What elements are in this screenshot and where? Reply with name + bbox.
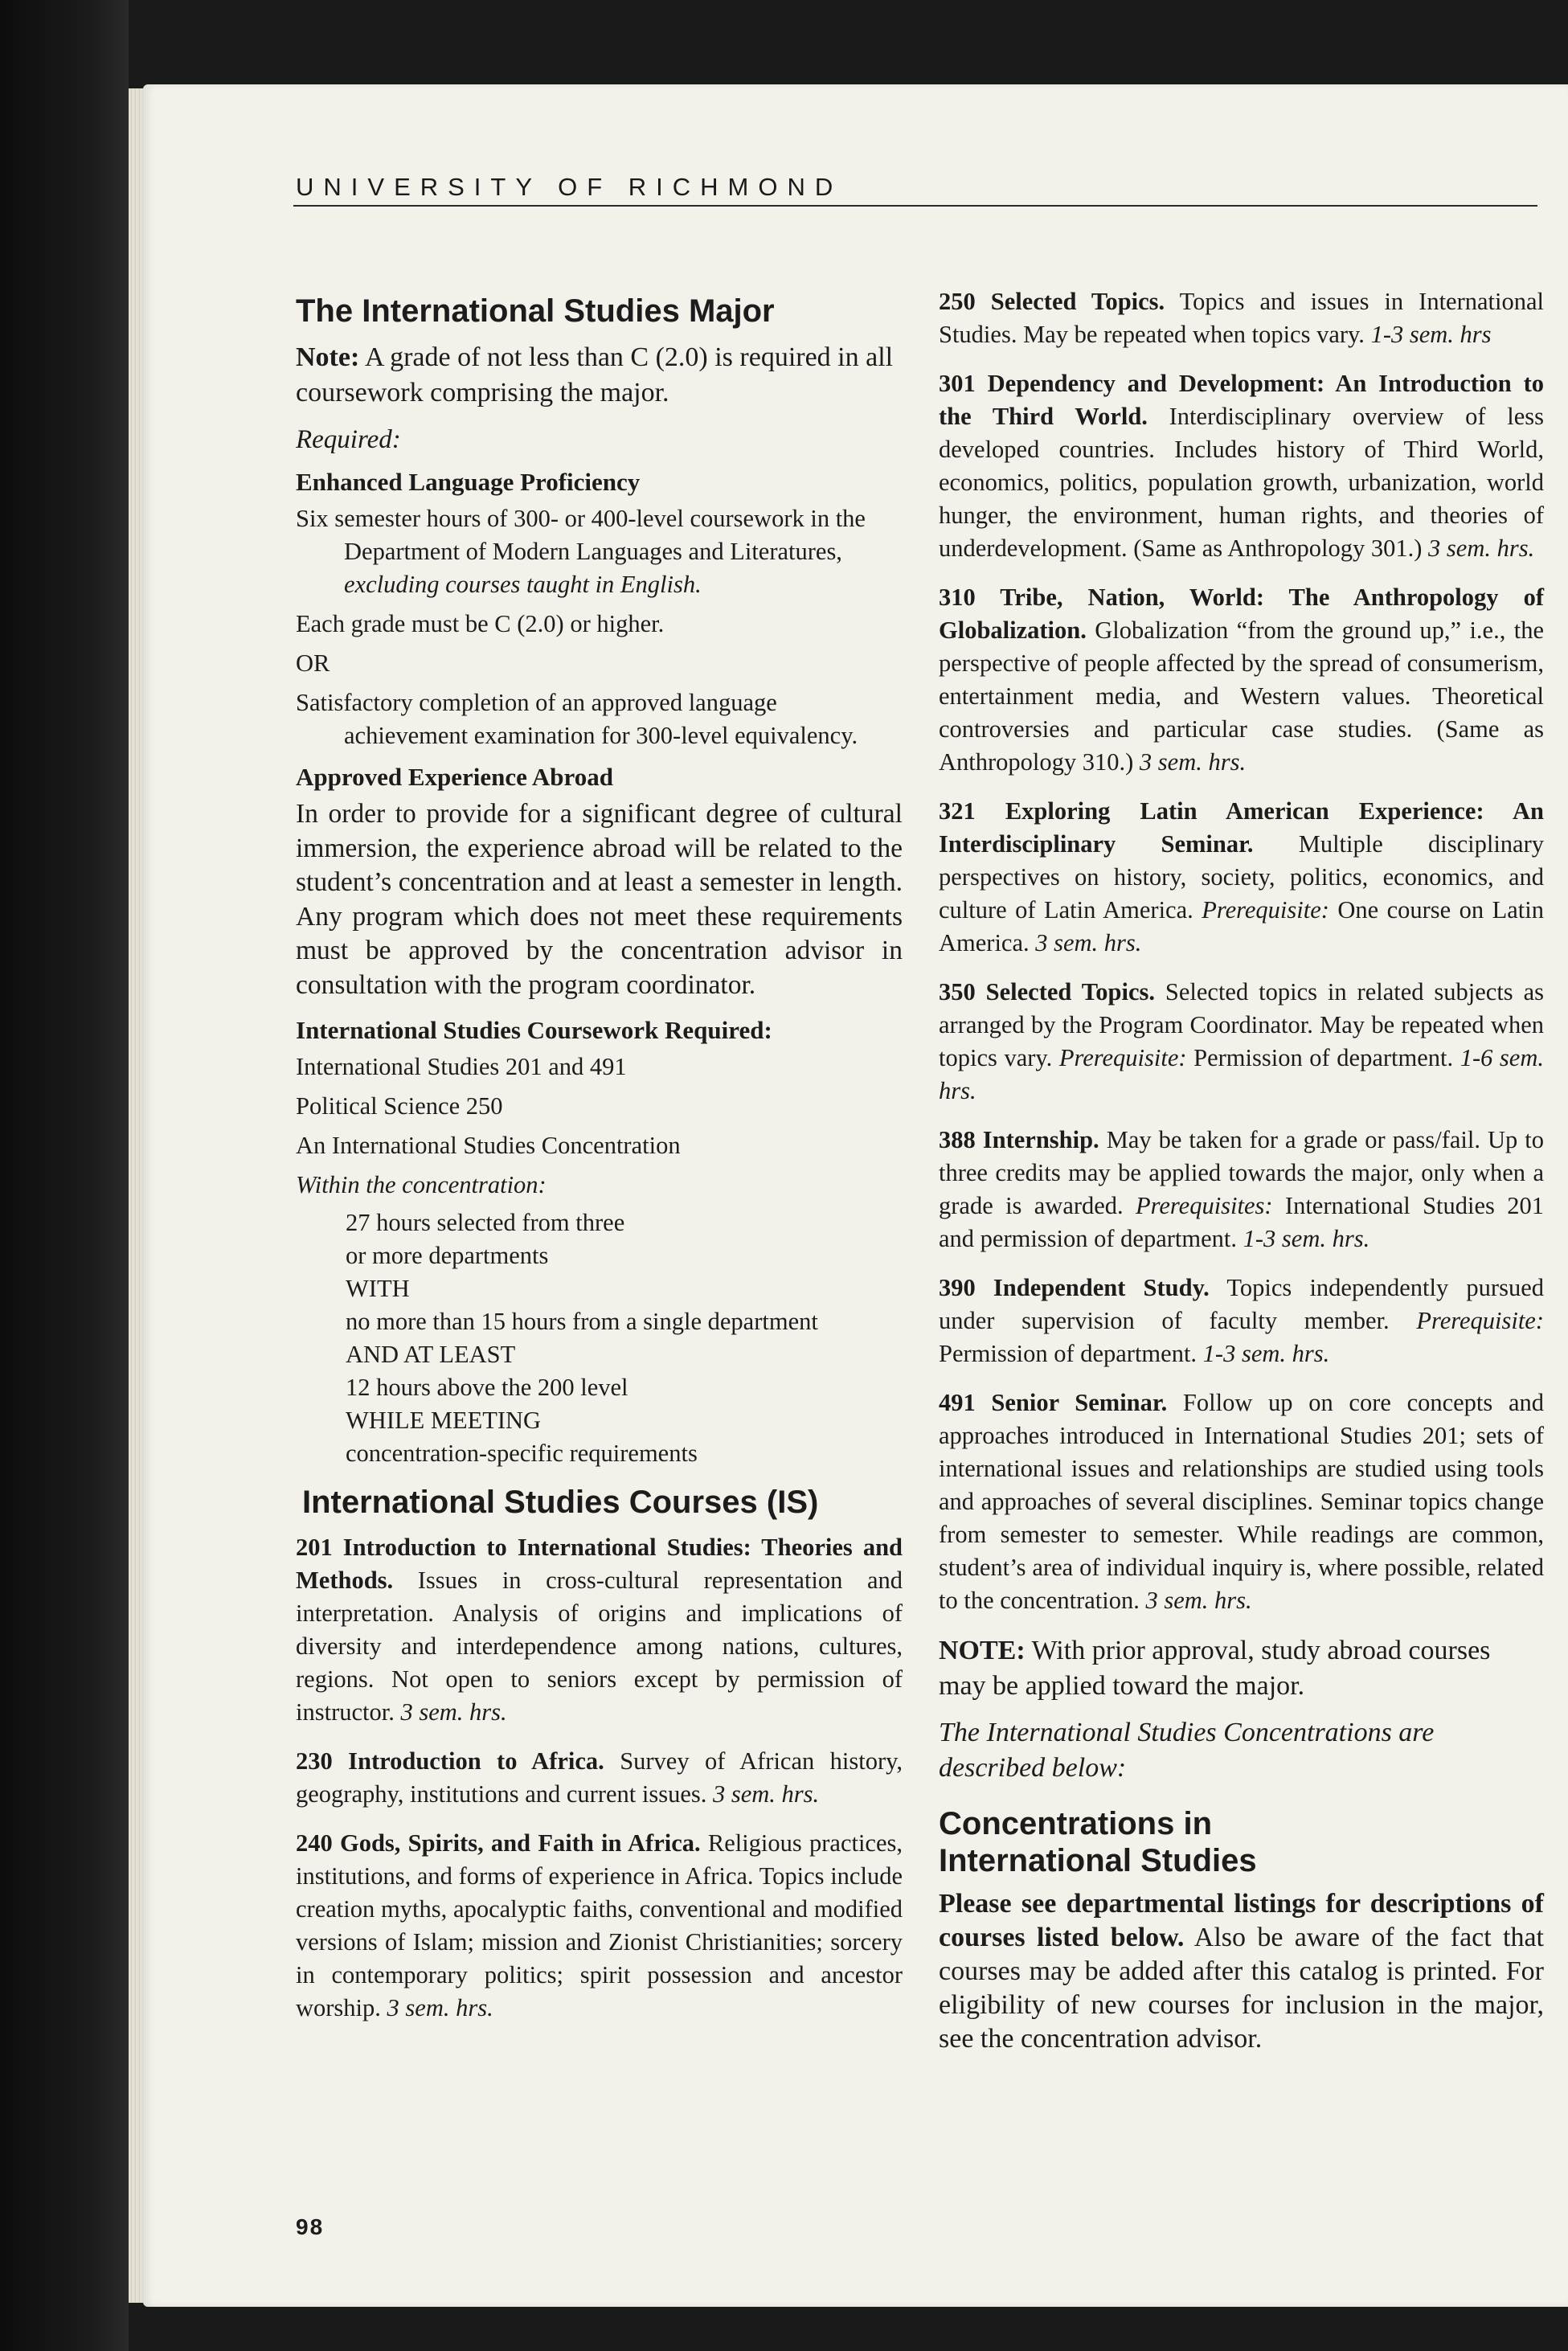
course-title: 301 Dependency and Development: An Introduction to the Third World.	[939, 370, 1544, 430]
course-entry	[939, 795, 1544, 960]
courses-heading: International Studies Courses (IS)	[302, 1485, 819, 1520]
course-entry	[296, 1745, 903, 1811]
course-hours: 3 sem. hrs.	[1428, 535, 1535, 562]
course-hours: 1-3 sem. hrs	[1370, 321, 1492, 348]
course-entry	[296, 1827, 903, 2025]
requirement-line: WHILE MEETING	[346, 1407, 542, 1434]
concentrations-text	[939, 1887, 1544, 2056]
enhanced-text: Six semester hours of 300- or 400-level coursework in the Department of Modern Languages and Literatures,	[296, 505, 866, 565]
course-title: 250 Selected Topics.	[939, 288, 1165, 315]
note-label: Note:	[296, 342, 360, 372]
course-description: May be taken for a grade or pass/fail. Up to three credits may be applied towards the major, only when a grade is awarded.	[939, 1126, 1545, 1219]
course-description: Topics and issues in International Studies. May be repeated when topics vary.	[939, 288, 1544, 348]
study-abroad-note	[939, 1633, 1544, 1704]
note-text: With prior approval, study abroad courses may be applied toward the major.	[939, 1636, 1491, 1701]
requirement-line: no more than 15 hours from a single department	[346, 1308, 818, 1335]
course-hours: 3 sem. hrs.	[387, 1994, 493, 2021]
page-number: 98	[296, 2214, 325, 2239]
course-hours: 3 sem. hrs.	[1035, 929, 1142, 956]
course-description: Multiple disciplinary perspectives on history, society, politics, economics, and culture of Latin America.	[939, 830, 1544, 924]
course-prereq-label: Prerequisite:	[1058, 1044, 1187, 1071]
note-label: NOTE:	[939, 1636, 1026, 1665]
course-prereq: International Studies 201 and permission of department.	[939, 1192, 1544, 1252]
header-rule	[293, 205, 1537, 207]
coursework-required-heading: International Studies Coursework Required:	[296, 1016, 772, 1044]
experience-abroad-text: In order to provide for a significant degree of cultural immersion, the experience abroad will be related to the student’s concentration and at least a semester in length. Any program which does not meet these requirements must be approved by the concentration advisor in consultation with the program coordinator.	[296, 799, 903, 1000]
coursework-item: International Studies 201 and 491	[296, 1053, 627, 1080]
course-description: Interdisciplinary overview of less developed countries. Includes history of Third World, economics, politics, population growth, urbanization, world hunger, the environment, human rights, and theories of underdevelopment. (Same as Anthropology 301.)	[939, 403, 1544, 562]
within-concentration-label: Within the concentration:	[296, 1171, 547, 1198]
course-entry	[939, 581, 1544, 779]
left-column	[296, 285, 903, 2041]
course-title: 491 Senior Seminar.	[939, 1389, 1168, 1416]
scan-background	[0, 0, 129, 2351]
or-label: OR	[296, 649, 330, 677]
coursework-item: Political Science 250	[296, 1092, 503, 1120]
course-prereq: Permission of department.	[1186, 1044, 1460, 1071]
running-header: UNIVERSITY OF RICHMOND	[296, 173, 843, 201]
course-entry	[939, 367, 1544, 565]
course-description: Topics independently pursued under supervision of faculty member.	[939, 1274, 1544, 1334]
course-description: Issues in cross-cultural representation and interpretation. Analysis of origins and implications of diversity and interdependence among nations, cultures, regions. Not open to seniors except by permission of instructor.	[296, 1567, 903, 1726]
course-description: Selected topics in related subjects as arranged by the Program Coordinator. May be repeated when topics vary.	[939, 978, 1544, 1071]
course-title: 310 Tribe, Nation, World: The Anthropology of Globalization.	[939, 584, 1544, 644]
concentrations-heading	[939, 1805, 1544, 1879]
course-hours: 3 sem. hrs.	[1139, 748, 1247, 776]
course-prereq-label: Prerequisite:	[1202, 896, 1329, 924]
enhanced-language-text	[296, 502, 903, 601]
course-entry	[939, 1272, 1544, 1370]
requirement-line: 12 hours above the 200 level	[346, 1374, 628, 1401]
major-note	[296, 340, 903, 411]
course-hours: 1-3 sem. hrs.	[1243, 1225, 1370, 1252]
enhanced-language-heading: Enhanced Language Proficiency	[296, 468, 641, 496]
requirement-line: or more departments	[346, 1242, 549, 1269]
course-description: Survey of African history, geography, institutions and current issues.	[296, 1747, 903, 1808]
required-label: Required:	[296, 425, 401, 454]
course-title: 240 Gods, Spirits, and Faith in Africa.	[296, 1829, 701, 1857]
course-prereq: One course on Latin America.	[939, 896, 1544, 956]
course-prereq-label: Prerequisites:	[1136, 1192, 1273, 1219]
course-hours: 1-3 sem. hrs.	[1202, 1340, 1330, 1367]
course-title: 201 Introduction to International Studies: Theories and Methods.	[296, 1534, 903, 1594]
course-prereq: Permission of department.	[939, 1340, 1203, 1367]
concentrations-bold-text: Please see departmental listings for descriptions of courses listed below.	[939, 1889, 1544, 1952]
course-title: 350 Selected Topics.	[939, 978, 1155, 1006]
course-entry	[939, 1124, 1544, 1255]
course-description: Globalization “from the ground up,” i.e., the perspective of people affected by the spread of consumerism, entertainment media, and Western values. Theoretical controversies and particular case studies. (Same as Anthropology 310.)	[939, 616, 1544, 776]
course-entry	[939, 285, 1544, 351]
course-hours: 3 sem. hrs.	[400, 1698, 507, 1726]
course-entry	[939, 1386, 1544, 1617]
course-title: 321 Exploring Latin American Experience: An Interdisciplinary Seminar.	[939, 797, 1544, 858]
course-description: Follow up on core concepts and approaches introduced in International Studies 201; sets of international issues and relationships are studied using tools and approaches of several disciplines. Seminar topics change from semester to semester. While readings are common, student’s area of individual inquiry is, where possible, related to the concentration.	[939, 1389, 1544, 1614]
course-title: 388 Internship.	[939, 1126, 1099, 1153]
right-column	[939, 285, 1544, 2067]
grade-requirement: Each grade must be C (2.0) or higher.	[296, 610, 665, 637]
course-entry	[939, 976, 1544, 1108]
requirement-line: 27 hours selected from three	[346, 1209, 625, 1236]
enhanced-text-italic: excluding courses taught in English.	[344, 571, 702, 598]
course-title: 230 Introduction to Africa.	[296, 1747, 604, 1775]
course-hours: 3 sem. hrs.	[712, 1780, 820, 1808]
requirement-line: AND AT LEAST	[346, 1341, 516, 1368]
coursework-item: An International Studies Concentration	[296, 1132, 681, 1159]
concentrations-heading-line: Concentrations in	[939, 1806, 1213, 1841]
course-prereq-label: Prerequisite:	[1416, 1307, 1544, 1334]
note-text: A grade of not less than C (2.0) is required in all coursework comprising the major.	[296, 342, 894, 408]
exam-option-text: Satisfactory completion of an approved language achievement examination for 300-level equivalency.	[296, 689, 858, 749]
experience-abroad-heading: Approved Experience Abroad	[296, 763, 613, 791]
course-hours: 1-6 sem. hrs.	[939, 1044, 1544, 1104]
course-description: Religious practices, institutions, and forms of experience in Africa. Topics include creation myths, apocalyptic faiths, conventional and modified versions of Islam; mission and Zionist Christianities; sorcery in contemporary politics; spirit possession and ancestor worship.	[296, 1829, 903, 2021]
concentration-requirements	[296, 1206, 903, 1470]
major-heading: The International Studies Major	[296, 293, 775, 329]
concentrations-described-text: The International Studies Concentrations are described below:	[939, 1718, 1435, 1783]
course-hours: 3 sem. hrs.	[1145, 1587, 1252, 1614]
requirement-line: concentration-specific requirements	[346, 1440, 698, 1467]
concentrations-body: Also be aware of the fact that courses may be added after this catalog is printed. For eligibility of new courses for inclusion in the major, see the concentration advisor.	[939, 1923, 1544, 2054]
requirement-line: WITH	[346, 1275, 410, 1302]
course-title: 390 Independent Study.	[939, 1274, 1210, 1301]
course-entry	[296, 1531, 903, 1729]
concentrations-heading-line: International Studies	[939, 1843, 1257, 1878]
